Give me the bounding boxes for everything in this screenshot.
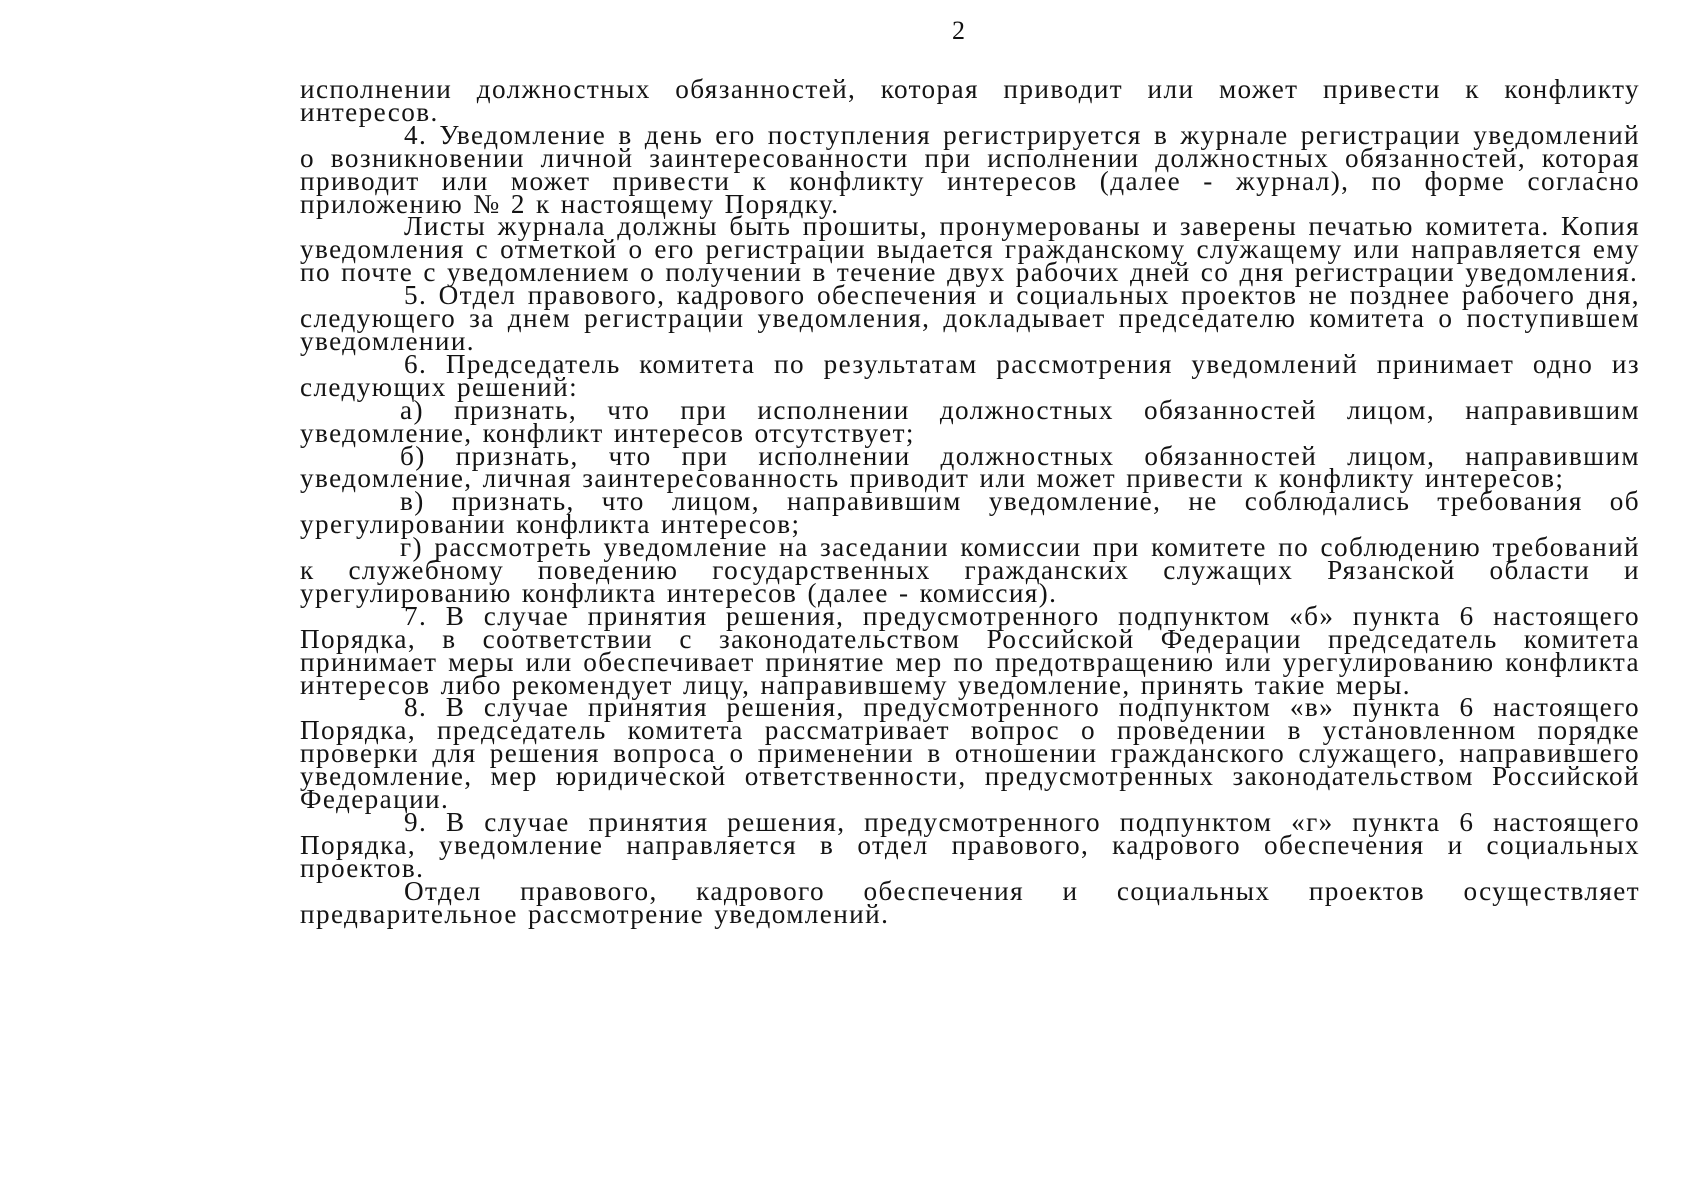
paragraph-item-6: 6. Председатель комитета по результатам рассмотрения уведомлений принимает одно из следующих решений:: [300, 348, 1640, 402]
subitem-g: г) рассмотреть уведомление на заседании комиссии при комитете по соблюдению требований к служебному поведению государственных гражданских служащих Рязанской области и урегулированию конфликта интересов (далее - комиссия).: [300, 532, 1640, 608]
paragraph-final: Отдел правового, кадрового обеспечения и социальных проектов осуществляет предварительное рассмотрение уведомлений.: [300, 875, 1640, 929]
paragraph-continuation: исполнении должностных обязанностей, которая приводит или может привести к конфликту интересов.: [300, 74, 1640, 127]
paragraph-item-4: 4. Уведомление в день его поступления регистрируется в журнале регистрации уведомлений о возникновении личной заинтересованности при исполнении должностных обязанностей, которая приводит или может привести к конфликту интересов (далее - журнал), по форме согласно приложению № 2 к настоящему Порядку.: [300, 119, 1640, 219]
paragraph-item-7: 7. В случае принятия решения, предусмотренного подпунктом «б» пункта 6 настоящего Порядка, в соответствии с законодательством Российской Федерации председатель комитета принимает меры или обеспечивает принятие мер по предотвращению или урегулированию конфликта интересов либо рекомендует лицу, направившему уведомление, принять такие меры.: [300, 600, 1640, 700]
page-number: 2: [952, 16, 965, 45]
subitem-v: в) признать, что лицом, направившим уведомление, не соблюдались требования об урегулировании конфликта интересов;: [300, 486, 1640, 540]
paragraph-item-8: 8. В случае принятия решения, предусмотренного подпунктом «в» пункта 6 настоящего Порядка, председатель комитета рассматривает вопрос о проведении в установленном порядке проверки для решения вопроса о применении в отношении гражданского служащего, направившего уведомление, мер юридической ответственности, предусмотренных законодательством Российской Федерации.: [300, 692, 1640, 815]
subitem-a: а) признать, что при исполнении должностных обязанностей лицом, направившим уведомление, конфликт интересов отсутствует;: [300, 394, 1640, 448]
document-body: [300, 74, 1640, 929]
paragraph-item-5: 5. Отдел правового, кадрового обеспечения и социальных проектов не позднее рабочего дня, следующего за днем регистрации уведомления, докладывает председателю комитета о поступившем уведомлении.: [300, 280, 1640, 356]
paragraph-item-9: 9. В случае принятия решения, предусмотренного подпунктом «г» пункта 6 настоящего Порядка, уведомление направляется в отдел правового, кадрового обеспечения и социальных проектов.: [300, 807, 1640, 883]
subitem-b: б) признать, что при исполнении должностных обязанностей лицом, направившим уведомление, личная заинтересованность приводит или может привести к конфликту интересов;: [300, 440, 1640, 494]
paragraph-journal-sheets: Листы журнала должны быть прошиты, пронумерованы и заверены печатью комитета. Копия уведомления с отметкой о его регистрации выдается гражданскому служащему или направляется ему по почте с уведомлением о получении в течение двух рабочих дней со дня регистрации уведомления.: [300, 211, 1640, 288]
